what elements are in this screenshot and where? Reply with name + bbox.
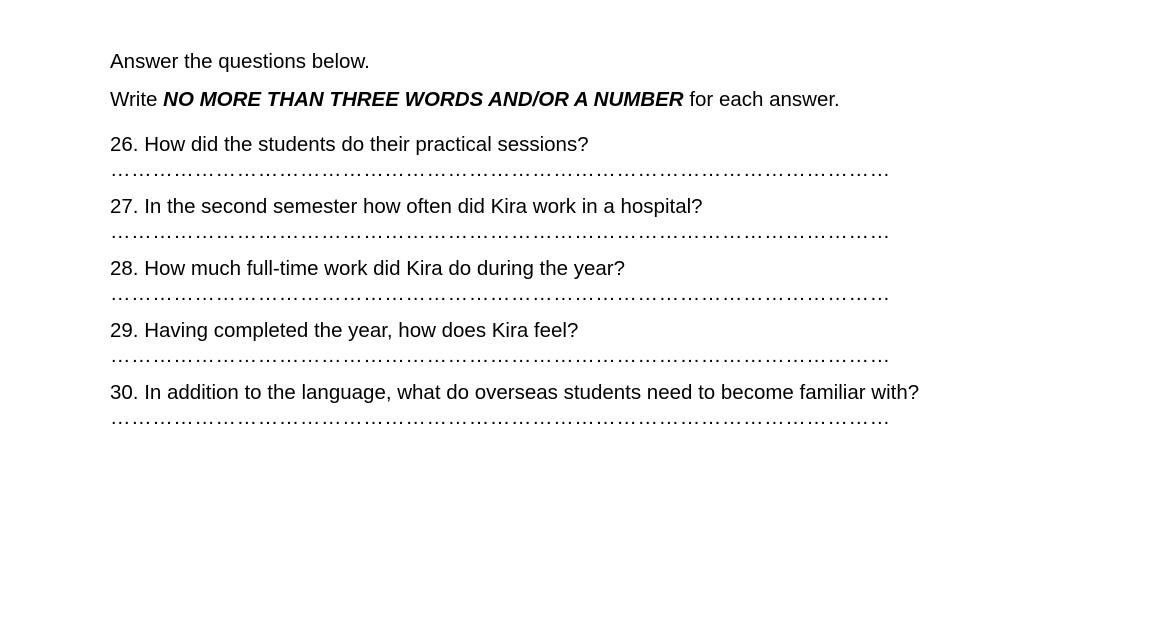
answer-line-26[interactable]: ………………………………………………………………………………………………… — [110, 159, 891, 180]
question-text-30: 30. In addition to the language, what do overseas students need to become familiar with? — [110, 381, 920, 404]
answer-line-29[interactable]: ………………………………………………………………………………………………… — [110, 345, 891, 366]
question-text-26: 26. How did the students do their practical sessions? — [110, 133, 589, 156]
question-block-28 — [110, 259, 1042, 304]
answer-line-30[interactable]: ………………………………………………………………………………………………… — [110, 407, 891, 428]
instruction-word-limit: NO MORE THAN THREE WORDS AND/OR A NUMBER — [163, 87, 684, 111]
instruction-each-answer: for each answer. — [683, 87, 840, 111]
question-text-28: 28. How much full-time work did Kira do during the year? — [110, 257, 626, 280]
question-block-30 — [110, 383, 1042, 428]
answer-line-28[interactable]: ………………………………………………………………………………………………… — [110, 283, 891, 304]
instruction-line-1 — [110, 52, 1042, 73]
question-block-26 — [110, 135, 1042, 180]
instruction-text-1: Answer the questions below. — [110, 50, 370, 73]
question-block-27 — [110, 197, 1042, 242]
instruction-write-label: Write — [110, 87, 164, 111]
question-block-29 — [110, 321, 1042, 366]
instruction-line-2 — [110, 87, 1042, 111]
question-text-27: 27. In the second semester how often did Kira work in a hospital? — [110, 195, 703, 218]
question-text-29: 29. Having completed the year, how does Kira feel? — [110, 319, 579, 342]
answer-line-27[interactable]: ………………………………………………………………………………………………… — [110, 221, 891, 242]
